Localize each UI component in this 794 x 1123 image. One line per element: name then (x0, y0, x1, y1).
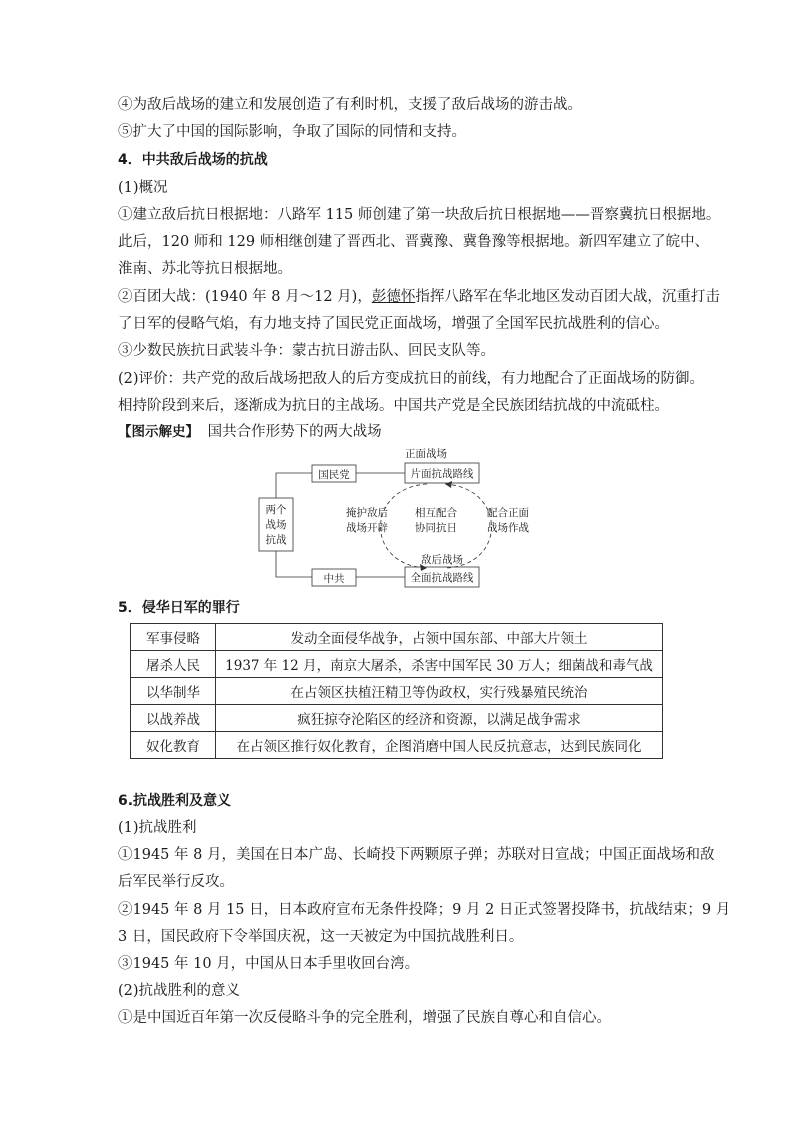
diagram-caption (118, 422, 382, 442)
paragraph-significance-1: ①是中国近百年第一次反侵略斗争的完全胜利，增强了民族自尊心和自信心。 (118, 1010, 611, 1026)
paragraph-minority-resistance: ③少数民族抗日武装斗争：蒙古抗日游击队、回民支队等。 (118, 343, 495, 359)
japanese-crimes-table (130, 623, 663, 759)
paragraph-base-areas-2: 此后，120 师和 129 师相继创建了晋西北、晋冀豫、冀鲁豫等根据地。新四军建立了皖中、 (118, 234, 710, 250)
row-description: 1937 年 12 月，南京大屠杀，杀害中国军民 30 万人；细菌战和毒气战 (216, 651, 663, 678)
row-label: 屠杀人民 (131, 651, 216, 678)
subsection-significance: (2)抗战胜利的意义 (118, 983, 241, 999)
paragraph-hundred-regiments-1 (118, 287, 720, 307)
bracket-bottom (276, 551, 312, 577)
row-label: 以华制华 (131, 678, 216, 705)
bracket-top (276, 473, 312, 498)
ccp-line-label: 全面抗战路线 (410, 572, 474, 584)
left-arc-line1: 掩护敌后 (346, 507, 388, 519)
row-label: 以战养战 (131, 705, 216, 732)
paragraph-item-4: ④为敌后战场的建立和发展创造了有利时机，支援了敌后战场的游击战。 (118, 97, 582, 113)
paragraph-victory-3: ③1945 年 10 月，中国从日本手里收回台湾。 (118, 956, 420, 972)
kmt-label: 国民党 (318, 469, 350, 481)
two-battlefields-line2: 战场 (265, 519, 287, 531)
row-description: 发动全面侵华战争，占领中国东部、中部大片领土 (216, 624, 663, 651)
paragraph-hundred-regiments-2: 了日军的侵略气焰，有力地支持了国民党正面战场，增强了全国军民抗战胜利的信心。 (118, 316, 669, 332)
paragraph-victory-1a: ①1945 年 8 月，美国在日本广岛、长崎投下两颗原子弹；苏联对日宣战；中国正面战场和敌 (118, 847, 715, 863)
diagram-title: 国共合作形势下的两大战场 (207, 424, 382, 440)
ccp-label: 中共 (323, 573, 345, 585)
subsection-overview: (1)概况 (118, 180, 168, 196)
diagram-tag: 【图示解史】 (118, 424, 199, 440)
hundred-regiments-intro: ②百团大战：(1940 年 8 月～12 月)， (118, 289, 372, 305)
table-row (131, 678, 663, 705)
left-arc-line2: 战场开辟 (346, 522, 388, 534)
paragraph-item-5: ⑤扩大了中国的国际影响，争取了国际的同情和支持。 (118, 124, 466, 140)
subsection-victory: (1)抗战胜利 (118, 820, 197, 836)
table-row (131, 651, 663, 678)
two-battlefields-line3: 抗战 (265, 534, 287, 546)
center-line2: 协同抗日 (415, 522, 457, 534)
label-front-battlefield: 正面战场 (405, 448, 447, 460)
two-battlefields-line1: 两个 (265, 504, 287, 516)
section-6-heading: 6.抗战胜利及意义 (118, 793, 232, 809)
section-5-heading: 5．侵华日军的罪行 (118, 600, 240, 616)
right-arc-line2: 战场作战 (487, 522, 529, 534)
paragraph-base-areas-3: 淮南、苏北等抗日根据地。 (118, 261, 292, 277)
paragraph-evaluation-1: (2)评价：共产党的敌后战场把敌人的后方变成抗日的前线，有力地配合了正面战场的防御。 (118, 371, 705, 387)
two-battlefields-diagram (255, 446, 555, 592)
paragraph-victory-1b: 后军民举行反攻。 (118, 874, 234, 890)
hundred-regiments-rest: 指挥八路军在华北地区发动百团大战，沉重打击 (415, 289, 720, 305)
paragraph-base-areas-1: ①建立敌后抗日根据地：八路军 115 师创建了第一块敌后抗日根据地——晋察冀抗日根据地。 (118, 207, 721, 223)
kmt-line-label: 片面抗战路线 (410, 468, 474, 480)
table-row (131, 732, 663, 759)
row-label: 军事侵略 (131, 624, 216, 651)
paragraph-evaluation-2: 相持阶段到来后，逐渐成为抗日的主战场。中国共产党是全民族团结抗战的中流砥柱。 (118, 398, 669, 414)
row-description: 在占领区扶植汪精卫等伪政权，实行残暴殖民统治 (216, 678, 663, 705)
center-line1: 相互配合 (415, 507, 457, 519)
row-description: 疯狂掠夺沦陷区的经济和资源，以满足战争需求 (216, 705, 663, 732)
paragraph-victory-2b: 3 日，国民政府下令举国庆祝，这一天被定为中国抗战胜利日。 (118, 929, 524, 945)
section-4-heading: 4．中共敌后战场的抗战 (118, 152, 268, 168)
row-label: 奴化教育 (131, 732, 216, 759)
table-row (131, 705, 663, 732)
paragraph-victory-2a: ②1945 年 8 月 15 日，日本政府宣布无条件投降；9 月 2 日正式签署投降书，抗战结束；9 月 (118, 902, 731, 918)
label-rear-battlefield: 敌后战场 (421, 554, 463, 566)
row-description: 在占领区推行奴化教育，企图消磨中国人民反抗意志，达到民族同化 (216, 732, 663, 759)
peng-dehuai-name: 彭德怀 (371, 289, 416, 305)
right-arc-line1: 配合正面 (487, 507, 529, 519)
right-arc-arrowhead (445, 481, 452, 488)
table-row (131, 624, 663, 651)
